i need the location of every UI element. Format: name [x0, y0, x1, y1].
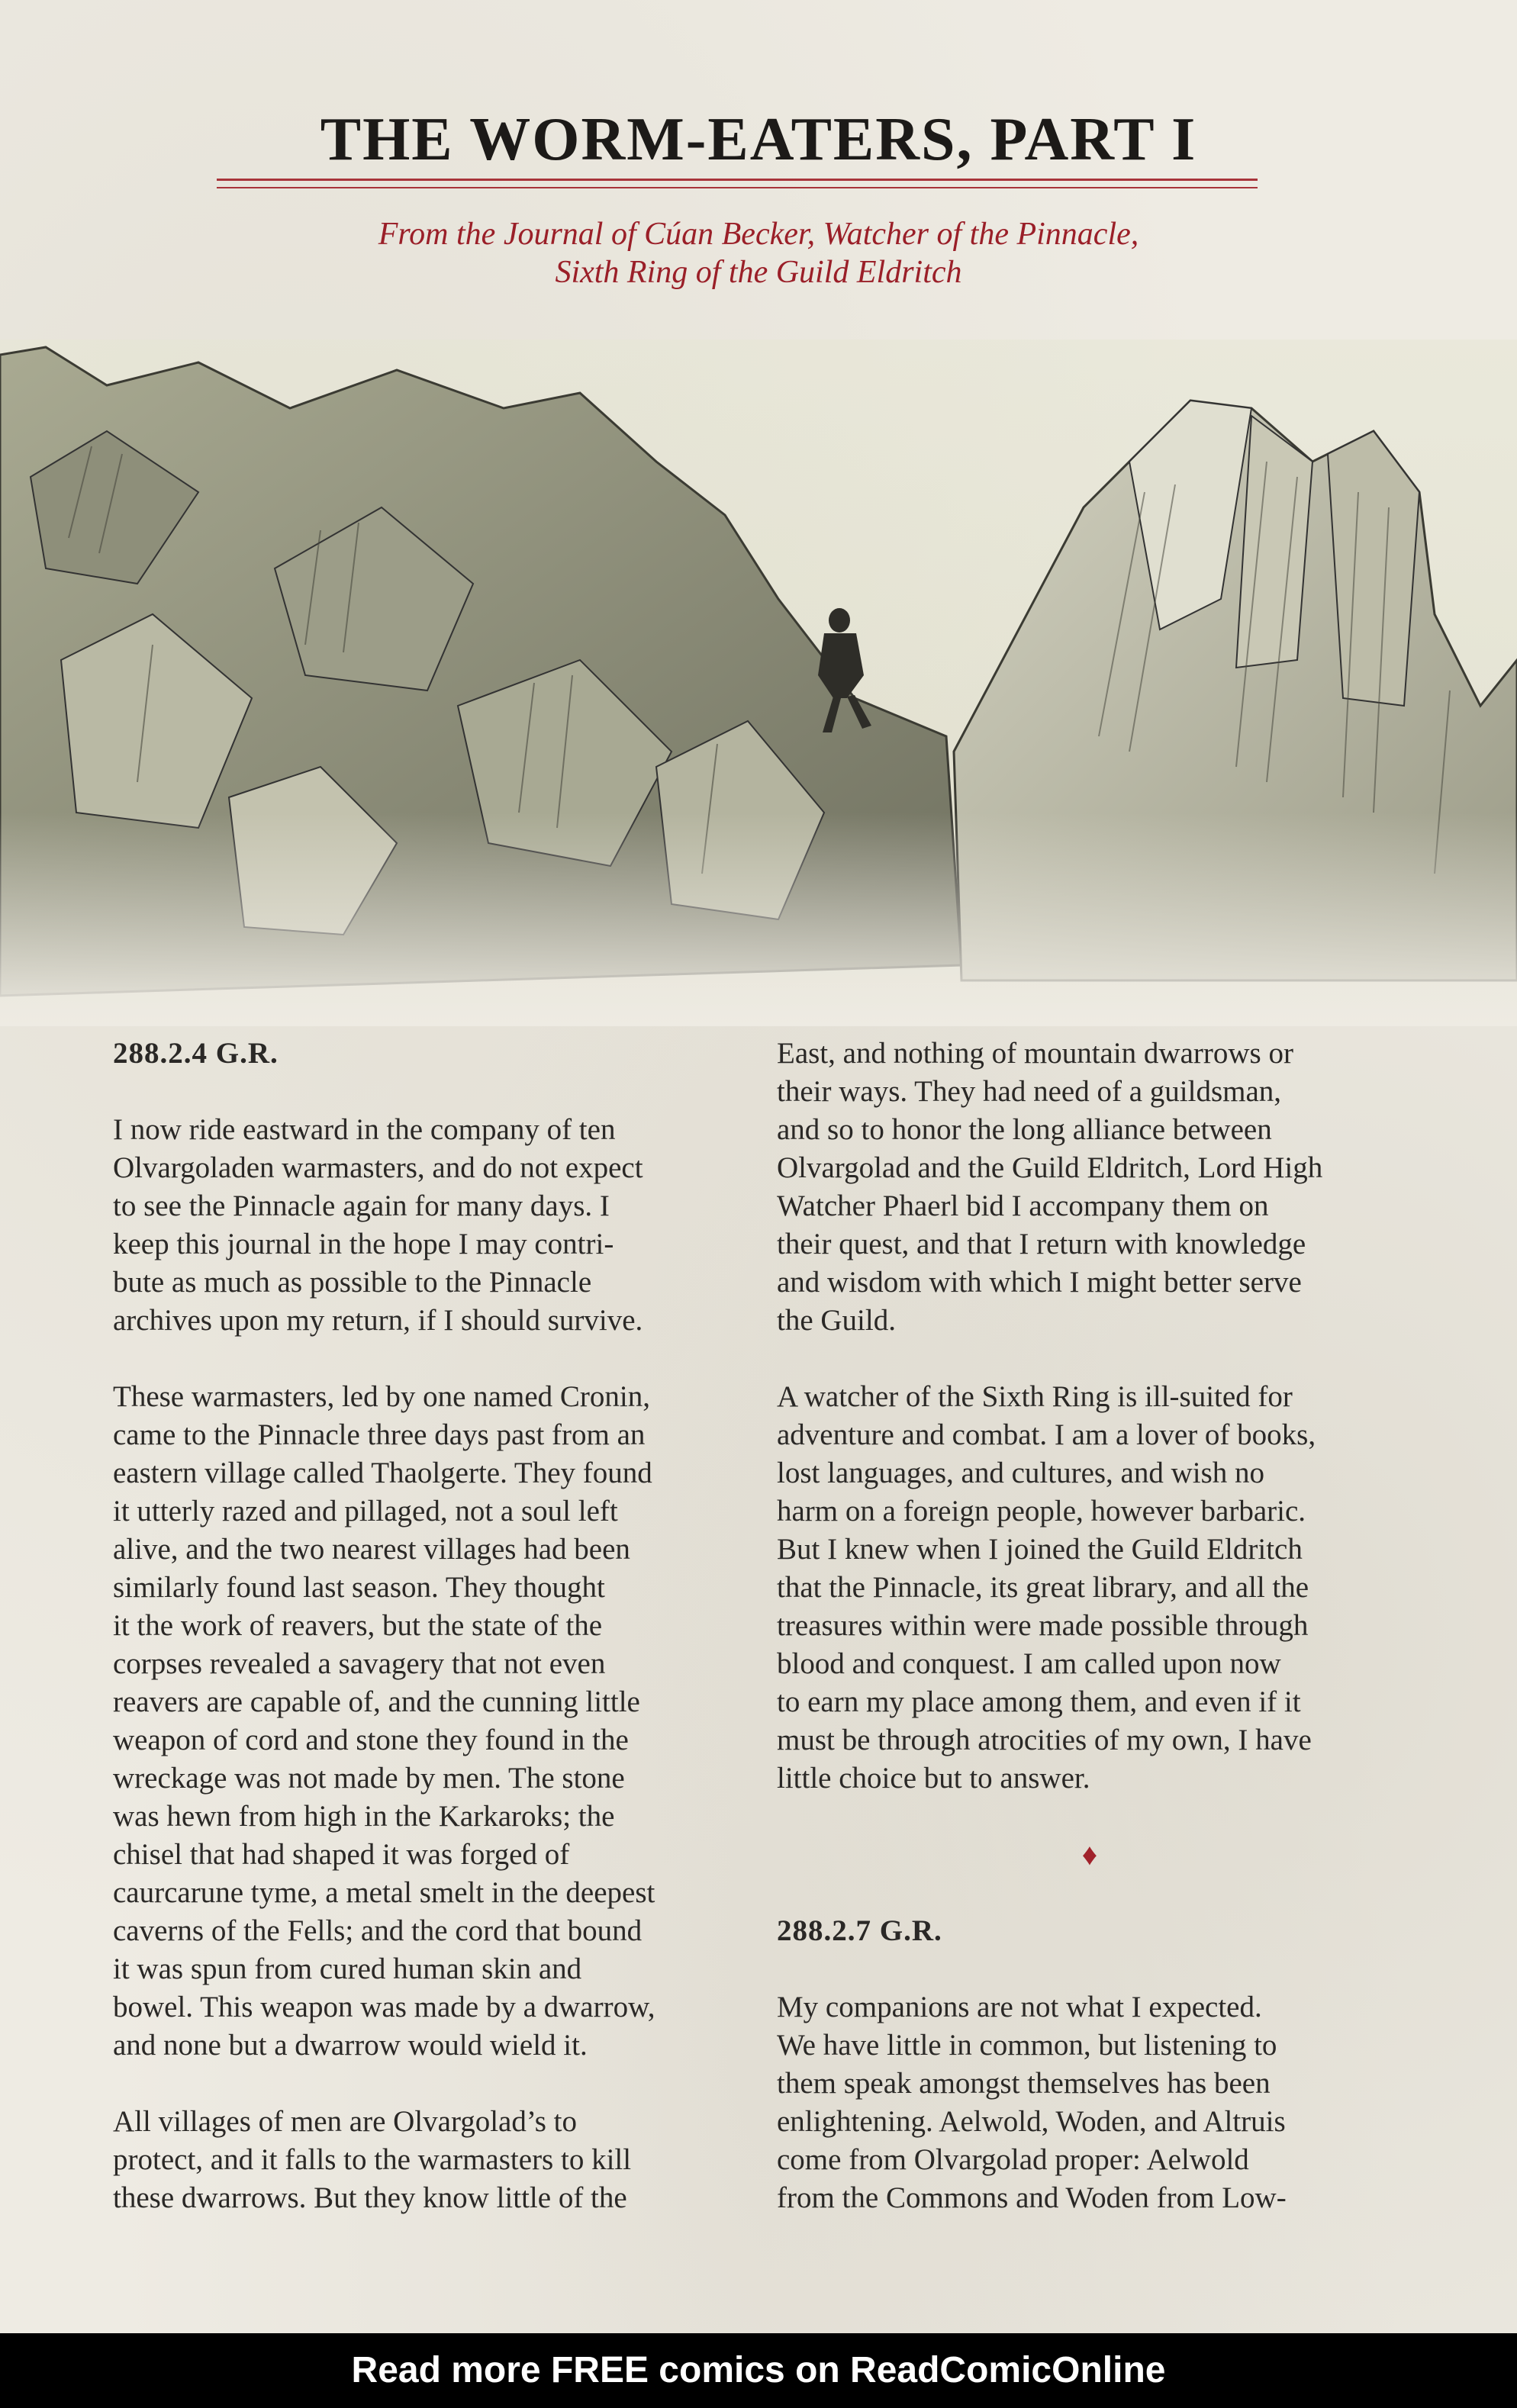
page-title: THE WORM-EATERS, PART I [320, 106, 1197, 173]
text-line: adventure and combat. I am a lover of books, [777, 1418, 1316, 1451]
text-line: archives upon my return, if I should survive. [113, 1304, 643, 1337]
text-line: caverns of the Fells; and the cord that bound [113, 1914, 643, 1947]
text-line: weapon of cord and stone they found in the [113, 1724, 629, 1756]
entry-date-2: 288.2.7 G.R. [777, 1914, 942, 1947]
title-rule-top [217, 179, 1258, 181]
text-line: it was spun from cured human skin and [113, 1952, 582, 1985]
text-line: Olvargoladen warmasters, and do not expect [113, 1151, 643, 1184]
text-line: was hewn from high in the Karkaroks; the [113, 1800, 615, 1833]
text-line: A watcher of the Sixth Ring is ill-suited for [777, 1380, 1293, 1413]
text-line: bute as much as possible to the Pinnacle [113, 1266, 592, 1299]
mountain-illustration [0, 340, 1517, 1026]
text-line: protect, and it falls to the warmasters to kill [113, 2143, 632, 2176]
text-line: East, and nothing of mountain dwarrows or [777, 1037, 1293, 1070]
text-line: chisel that had shaped it was forged of [113, 1838, 570, 1871]
text-line: their ways. They had need of a guildsman, [777, 1075, 1282, 1108]
text-line: bowel. This weapon was made by a dwarrow, [113, 1991, 655, 2023]
text-line: that the Pinnacle, its great library, and all the [777, 1571, 1309, 1604]
text-line: harm on a foreign people, however barbaric. [777, 1495, 1306, 1528]
left-column [113, 1035, 754, 2217]
text-line: All villages of men are Olvargolad’s to [113, 2105, 577, 2138]
text-line: the Guild. [777, 1304, 896, 1337]
text-line: treasures within were made possible through [777, 1609, 1309, 1642]
text-line: But I knew when I joined the Guild Eldritch [777, 1533, 1303, 1566]
text-line: Watcher Phaerl bid I accompany them on [777, 1190, 1269, 1222]
text-line: it the work of reavers, but the state of the [113, 1609, 603, 1642]
text-line: these dwarrows. But they know little of the [113, 2181, 627, 2214]
text-line: their quest, and that I return with knowledge [777, 1228, 1306, 1260]
left-paragraph-2 [113, 1378, 754, 2065]
text-line: come from Olvargolad proper: Aelwold [777, 2143, 1249, 2176]
page-subtitle [0, 215, 1517, 291]
subtitle-line-2: Sixth Ring of the Guild Eldritch [555, 255, 962, 290]
text-line: We have little in common, but listening to [777, 2029, 1277, 2062]
text-line: them speak amongst themselves has been [777, 2067, 1271, 2100]
text-line: My companions are not what I expected. [777, 1991, 1262, 2023]
right-paragraph-1 [777, 1035, 1403, 1340]
text-line: must be through atrocities of my own, I have [777, 1724, 1312, 1756]
text-line: eastern village called Thaolgerte. They found [113, 1457, 652, 1489]
text-line: caurcarune tyme, a metal smelt in the deepest [113, 1876, 655, 1909]
text-line: enlightening. Aelwold, Woden, and Altruis [777, 2105, 1286, 2138]
text-line: it utterly razed and pillaged, not a soul left [113, 1495, 618, 1528]
text-line: and none but a dwarrow would wield it. [113, 2029, 588, 2062]
text-line: corpses revealed a savagery that not even [113, 1647, 606, 1680]
left-paragraph-1 [113, 1111, 754, 1340]
text-line: wreckage was not made by men. The stone [113, 1762, 625, 1795]
text-line: similarly found last season. They thought [113, 1571, 605, 1604]
entry-date-1: 288.2.4 G.R. [113, 1037, 279, 1070]
text-line: from the Commons and Woden from Low- [777, 2181, 1287, 2214]
text-line: blood and conquest. I am called upon now [777, 1647, 1281, 1680]
diamond-ornament-icon: ♦ [1081, 1837, 1098, 1872]
right-column [777, 1035, 1403, 2217]
text-line: little choice but to answer. [777, 1762, 1090, 1795]
right-paragraph-2 [777, 1378, 1403, 1798]
text-line: and so to honor the long alliance between [777, 1113, 1272, 1146]
text-line: alive, and the two nearest villages had been [113, 1533, 630, 1566]
subtitle-line-1: From the Journal of Cúan Becker, Watcher of the Pinnacle, [378, 217, 1139, 252]
text-line: keep this journal in the hope I may contri- [113, 1228, 614, 1260]
text-line: Olvargolad and the Guild Eldritch, Lord High [777, 1151, 1323, 1184]
text-line: These warmasters, led by one named Cronin, [113, 1380, 650, 1413]
text-line: lost languages, and cultures, and wish no [777, 1457, 1265, 1489]
text-line: reavers are capable of, and the cunning little [113, 1685, 640, 1718]
text-line: I now ride eastward in the company of ten [113, 1113, 616, 1146]
left-paragraph-3 [113, 2103, 754, 2217]
text-line: to see the Pinnacle again for many days. I [113, 1190, 610, 1222]
right-paragraph-3 [777, 1988, 1403, 2217]
text-line: to earn my place among them, and even if it [777, 1685, 1301, 1718]
title-rule-bottom [217, 187, 1258, 188]
text-line: came to the Pinnacle three days past from an [113, 1418, 646, 1451]
text-line: and wisdom with which I might better serve [777, 1266, 1302, 1299]
read-more-banner-link[interactable]: Read more FREE comics on ReadComicOnline [0, 2333, 1517, 2408]
